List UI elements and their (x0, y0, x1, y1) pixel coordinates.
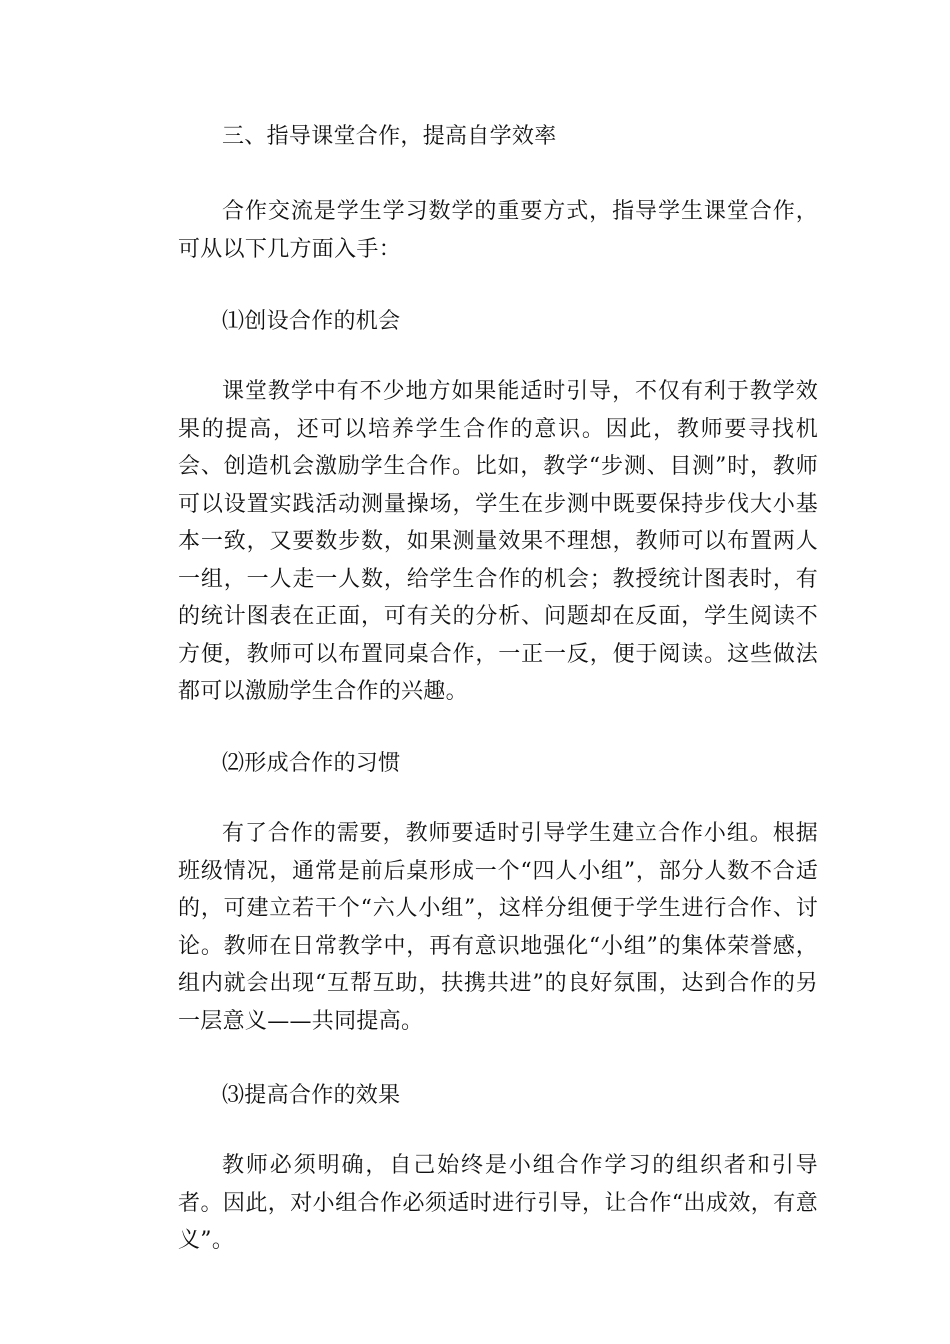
subsection-heading-3: ⑶提高合作的效果 (222, 1083, 401, 1108)
section-heading: 三、指导课堂合作，提高自学效率 (222, 124, 557, 149)
subsection-paragraph-2: 有了合作的需要，教师要适时引导学生建立合作小组。根据班级情况，通常是前后桌形成一个“四人小组”，部分人数不合适的，可建立若干个“六人小组”，这样分组便于学生进行合作、讨论。教师在日常教学中，再有意识地强化“小组”的集体荣誉感，组内就会出现“互帮互助，扶携共进”的良好氛围，达到合作的另一层意义——共同提高。 (178, 821, 818, 1034)
subsection-paragraph-3: 教师必须明确，自己始终是小组合作学习的组织者和引导者。因此，对小组合作必须适时进行引导，让合作“出成效，有意义”。 (178, 1153, 818, 1253)
subsection-paragraph-1: 课堂教学中有不少地方如果能适时引导，不仅有利于教学效果的提高，还可以培养学生合作的意识。因此，教师要寻找机会、创造机会激励学生合作。比如，教学“步测、目测”时，教师可以设置实践活动测量操场，学生在步测中既要保持步伐大小基本一致，又要数步数，如果测量效果不理想，教师可以布置两人一组，一人走一人数，给学生合作的机会；教授统计图表时，有的统计图表在正面，可有关的分析、问题却在反面，学生阅读不方便，教师可以布置同桌合作，一正一反，便于阅读。这些做法都可以激励学生合作的兴趣。 (178, 379, 818, 704)
subsection-heading-2: ⑵形成合作的习惯 (222, 751, 401, 776)
subsection-heading-1: ⑴创设合作的机会 (222, 309, 401, 334)
intro-paragraph: 合作交流是学生学习数学的重要方式，指导学生课堂合作，可从以下几方面入手： (178, 199, 818, 262)
